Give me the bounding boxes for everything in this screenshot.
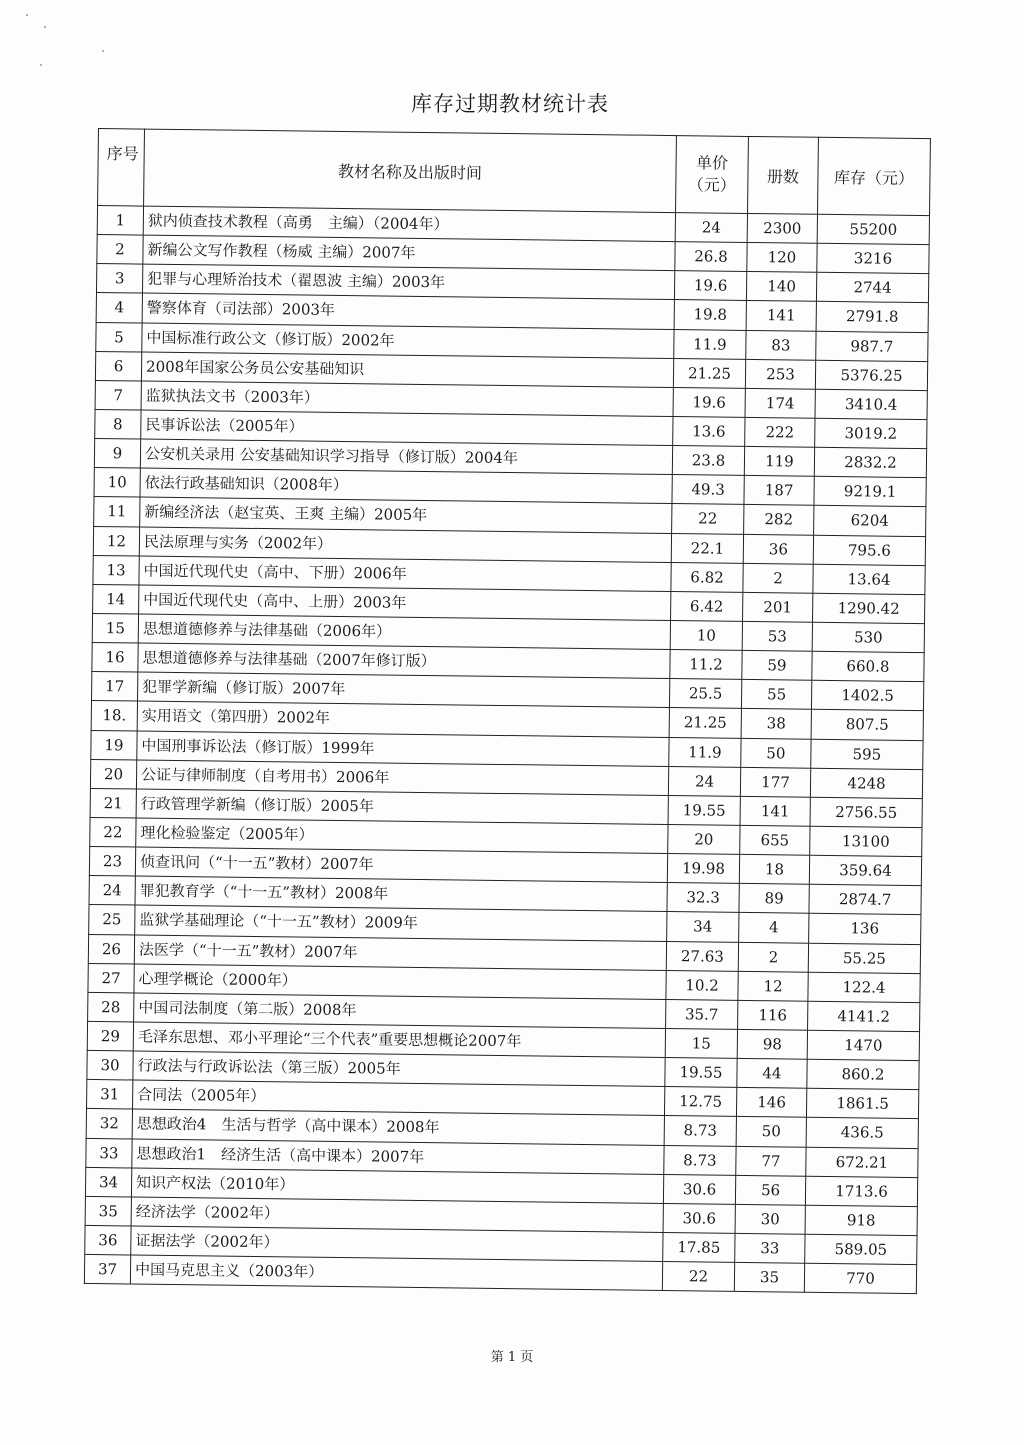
cell-stock: 1290.42 — [813, 593, 925, 624]
cell-name: 中国近代现代史（高中、上册）2003年 — [139, 585, 671, 621]
cell-qty: 18 — [739, 854, 809, 884]
cell-no: 32 — [86, 1109, 132, 1139]
cell-stock: 530 — [812, 622, 924, 653]
cell-no: 35 — [85, 1196, 131, 1226]
cell-no: 14 — [93, 584, 139, 614]
cell-stock: 1713.6 — [805, 1176, 917, 1207]
cell-name: 新编公文写作教程（杨威 主编）2007年 — [143, 235, 675, 271]
cell-price: 17.85 — [663, 1232, 735, 1262]
cell-qty: 187 — [744, 476, 814, 506]
cell-stock: 13100 — [810, 826, 922, 857]
cell-no: 16 — [92, 643, 138, 673]
cell-stock: 359.64 — [809, 855, 921, 886]
cell-stock: 2832.2 — [814, 447, 926, 478]
cell-name: 警察体育（司法部）2003年 — [142, 293, 674, 329]
cell-stock: 1470 — [807, 1030, 919, 1061]
cell-stock: 660.8 — [812, 651, 924, 682]
cell-no: 34 — [85, 1167, 131, 1197]
cell-qty: 253 — [745, 359, 815, 389]
cell-price: 22.1 — [671, 533, 743, 563]
cell-no: 17 — [92, 672, 138, 702]
cell-price: 27.63 — [666, 941, 738, 971]
cell-no: 5 — [96, 322, 142, 352]
cell-price: 34 — [667, 912, 739, 942]
cell-name: 公安机关录用 公安基础知识学习指导（修订版）2004年 — [140, 439, 672, 475]
cell-stock: 987.7 — [816, 331, 928, 362]
cell-name: 2008年国家公务员公安基础知识 — [141, 352, 673, 388]
cell-qty: 50 — [736, 1117, 806, 1147]
cell-no: 3 — [96, 264, 142, 294]
cell-name: 犯罪学新编（修订版）2007年 — [137, 672, 669, 708]
cell-name: 狱内侦查技术教程（高勇 主编）（2004年） — [143, 206, 675, 242]
cell-price: 11.9 — [674, 329, 746, 359]
cell-qty: 55 — [741, 680, 811, 710]
header-price-label: 单价 — [695, 153, 729, 173]
cell-stock: 55200 — [817, 214, 929, 245]
cell-no: 36 — [85, 1225, 131, 1255]
cell-price: 24 — [675, 213, 747, 243]
cell-price: 6.82 — [671, 562, 743, 592]
cell-name: 新编经济法（赵宝英、王爽 主编）2005年 — [140, 497, 672, 533]
cell-price: 10.2 — [666, 970, 738, 1000]
cell-no: 7 — [95, 380, 141, 410]
cell-no: 15 — [92, 613, 138, 643]
cell-price: 30.6 — [663, 1203, 735, 1233]
table-header-row — [98, 129, 931, 216]
cell-name: 侦查讯问（“十一五”教材）2007年 — [135, 847, 667, 883]
cell-qty: 83 — [746, 330, 816, 360]
cell-stock: 13.64 — [813, 564, 925, 595]
cell-name: 行政法与行政诉讼法（第三版）2005年 — [133, 1051, 665, 1087]
cell-no: 24 — [89, 876, 135, 906]
cell-no: 26 — [88, 934, 134, 964]
cell-qty: 177 — [740, 767, 810, 797]
cell-name: 经济法学（2002年） — [131, 1197, 663, 1233]
cell-no: 8 — [95, 409, 141, 439]
cell-price: 12.75 — [664, 1087, 736, 1117]
cell-stock: 672.21 — [806, 1147, 918, 1178]
cell-stock: 918 — [805, 1205, 917, 1236]
header-no: 序号 — [98, 129, 145, 207]
cell-stock: 770 — [804, 1263, 916, 1294]
cell-stock: 595 — [811, 739, 923, 770]
cell-no: 6 — [95, 351, 141, 381]
cell-stock: 3216 — [817, 243, 929, 274]
cell-no: 12 — [93, 526, 139, 556]
cell-stock: 3019.2 — [815, 418, 927, 449]
cell-no: 33 — [86, 1138, 132, 1168]
cell-stock: 6204 — [814, 506, 926, 537]
cell-qty: 282 — [744, 505, 814, 535]
cell-name: 中国司法制度（第二版）2008年 — [134, 993, 666, 1029]
cell-qty: 36 — [743, 534, 813, 564]
cell-name: 中国刑事诉讼法（修订版）1999年 — [137, 731, 669, 767]
cell-qty: 12 — [738, 971, 808, 1001]
cell-stock: 1402.5 — [811, 681, 923, 712]
cell-qty: 140 — [746, 272, 816, 302]
cell-price: 6.42 — [671, 591, 743, 621]
cell-no: 21 — [90, 788, 136, 818]
cell-qty: 2300 — [747, 213, 817, 243]
cell-name: 中国近代现代史（高中、下册）2006年 — [139, 556, 671, 592]
cell-qty: 33 — [735, 1233, 805, 1263]
header-price-unit: （元） — [687, 175, 736, 195]
table-body — [84, 206, 929, 1294]
cell-stock: 122.4 — [808, 972, 920, 1003]
cell-price: 13.6 — [673, 417, 745, 447]
cell-qty: 116 — [738, 1000, 808, 1030]
cell-name: 公证与律师制度（自考用书）2006年 — [136, 760, 668, 796]
cell-qty: 59 — [742, 651, 812, 681]
cell-price: 22 — [662, 1262, 734, 1292]
cell-price: 8.73 — [664, 1116, 736, 1146]
cell-qty: 655 — [740, 825, 810, 855]
cell-qty: 141 — [740, 796, 810, 826]
cell-stock: 55.25 — [808, 943, 920, 974]
cell-no: 25 — [89, 905, 135, 935]
cell-name: 民事诉讼法（2005年） — [141, 410, 673, 446]
cell-price: 19.98 — [667, 854, 739, 884]
cell-name: 中国马克思主义（2003年） — [130, 1255, 662, 1291]
cell-no: 4 — [96, 293, 142, 323]
cell-stock: 1861.5 — [806, 1088, 918, 1119]
cell-stock: 5376.25 — [815, 360, 927, 391]
header-qty: 册数 — [748, 136, 819, 214]
cell-qty: 30 — [735, 1204, 805, 1234]
cell-name: 依法行政基础知识（2008年） — [140, 468, 672, 504]
cell-name: 法医学（“十一五”教材）2007年 — [134, 935, 666, 971]
cell-price: 21.25 — [669, 708, 741, 738]
cell-name: 合同法（2005年） — [133, 1080, 665, 1116]
cell-qty: 77 — [736, 1146, 806, 1176]
cell-no: 9 — [94, 439, 140, 469]
cell-no: 27 — [88, 963, 134, 993]
cell-qty: 89 — [739, 884, 809, 914]
cell-name: 心理学概论（2000年） — [134, 964, 666, 1000]
cell-no: 22 — [90, 817, 136, 847]
cell-qty: 38 — [741, 709, 811, 739]
cell-price: 19.6 — [673, 387, 745, 417]
cell-stock: 4248 — [810, 768, 922, 799]
cell-qty: 120 — [747, 243, 817, 273]
cell-price: 22 — [672, 504, 744, 534]
cell-no: 13 — [93, 555, 139, 585]
cell-qty: 98 — [737, 1029, 807, 1059]
cell-name: 证据法学（2002年） — [131, 1226, 663, 1262]
cell-price: 10 — [670, 621, 742, 651]
cell-name: 罪犯教育学（“十一五”教材）2008年 — [135, 876, 667, 912]
cell-stock: 2744 — [816, 273, 928, 304]
page-title: 库存过期教材统计表 — [411, 92, 609, 116]
cell-name: 中国标准行政公文（修订版）2002年 — [142, 323, 674, 359]
cell-no: 1 — [97, 206, 143, 236]
cell-qty: 35 — [734, 1262, 804, 1292]
cell-price: 11.9 — [669, 737, 741, 767]
cell-price: 15 — [665, 1028, 737, 1058]
cell-stock: 589.05 — [805, 1234, 917, 1265]
cell-no: 29 — [87, 1021, 133, 1051]
cell-qty: 146 — [736, 1088, 806, 1118]
cell-no: 23 — [89, 847, 135, 877]
cell-stock: 2791.8 — [816, 302, 928, 333]
header-stock: 库存（元） — [817, 137, 930, 215]
cell-stock: 807.5 — [811, 710, 923, 741]
cell-name: 监狱执法文书（2003年） — [141, 381, 673, 417]
cell-price: 21.25 — [673, 358, 745, 388]
cell-name: 思想政治1 经济生活（高中课本）2007年 — [132, 1138, 664, 1174]
cell-qty: 53 — [742, 621, 812, 651]
cell-name: 犯罪与心理矫治技术（翟恩波 主编）2003年 — [142, 264, 674, 300]
cell-name: 监狱学基础理论（“十一五”教材）2009年 — [135, 905, 667, 941]
cell-name: 思想道德修养与法律基础（2007年修订版） — [138, 643, 670, 679]
cell-name: 思想道德修养与法律基础（2006年） — [138, 614, 670, 650]
cell-name: 民法原理与实务（2002年） — [139, 527, 671, 563]
cell-stock: 2756.55 — [810, 797, 922, 828]
cell-price: 19.55 — [668, 795, 740, 825]
scan-speck — [44, 26, 46, 28]
header-name: 教材名称及出版时间 — [144, 129, 677, 212]
cell-no: 10 — [94, 468, 140, 498]
cell-name: 毛泽东思想、邓小平理论“三个代表”重要思想概论2007年 — [133, 1022, 665, 1058]
cell-qty: 119 — [744, 447, 814, 477]
cell-price: 30.6 — [663, 1174, 735, 1204]
table-container — [84, 128, 930, 1294]
cell-price: 25.5 — [669, 679, 741, 709]
cell-name: 知识产权法（2010年） — [131, 1168, 663, 1204]
scan-speck — [40, 64, 42, 66]
cell-stock: 136 — [809, 914, 921, 945]
cell-no: 19 — [91, 730, 137, 760]
cell-name: 实用语文（第四册）2002年 — [137, 701, 669, 737]
cell-stock: 795.6 — [813, 535, 925, 566]
cell-no: 20 — [90, 759, 136, 789]
cell-stock: 9219.1 — [814, 477, 926, 508]
cell-no: 11 — [94, 497, 140, 527]
cell-qty: 2 — [738, 942, 808, 972]
cell-stock: 3410.4 — [815, 389, 927, 420]
cell-stock: 2874.7 — [809, 884, 921, 915]
cell-qty: 4 — [739, 913, 809, 943]
cell-price: 26.8 — [675, 242, 747, 272]
cell-qty: 56 — [735, 1175, 805, 1205]
cell-price: 32.3 — [667, 883, 739, 913]
cell-price: 19.6 — [674, 271, 746, 301]
cell-no: 30 — [87, 1051, 133, 1081]
cell-stock: 4141.2 — [808, 1001, 920, 1032]
cell-price: 19.55 — [665, 1058, 737, 1088]
cell-no: 2 — [97, 235, 143, 265]
cell-price: 49.3 — [672, 475, 744, 505]
cell-qty: 222 — [745, 417, 815, 447]
cell-name: 行政管理学新编（修订版）2005年 — [136, 789, 668, 825]
cell-qty: 44 — [737, 1058, 807, 1088]
cell-price: 11.2 — [670, 650, 742, 680]
page-number: 第 1 页 — [490, 1350, 534, 1365]
cell-stock: 436.5 — [806, 1118, 918, 1149]
cell-price: 23.8 — [672, 446, 744, 476]
cell-qty: 2 — [743, 563, 813, 593]
cell-no: 28 — [88, 992, 134, 1022]
cell-qty: 50 — [741, 738, 811, 768]
cell-qty: 201 — [743, 592, 813, 622]
cell-no: 31 — [87, 1080, 133, 1110]
cell-no: 18. — [91, 701, 137, 731]
scan-speck — [26, 14, 28, 16]
cell-price: 35.7 — [666, 999, 738, 1029]
cell-stock: 860.2 — [807, 1059, 919, 1090]
cell-price: 19.8 — [674, 300, 746, 330]
textbook-inventory-table — [84, 128, 931, 1294]
cell-qty: 174 — [745, 388, 815, 418]
header-price — [676, 136, 749, 214]
cell-name: 理化检验鉴定（2005年） — [136, 818, 668, 854]
cell-price: 8.73 — [664, 1145, 736, 1175]
cell-qty: 141 — [746, 301, 816, 331]
cell-no: 37 — [84, 1254, 130, 1284]
scan-speck — [102, 50, 104, 52]
cell-price: 24 — [668, 766, 740, 796]
cell-price: 20 — [668, 824, 740, 854]
cell-name: 思想政治4 生活与哲学（高中课本）2008年 — [132, 1109, 664, 1145]
